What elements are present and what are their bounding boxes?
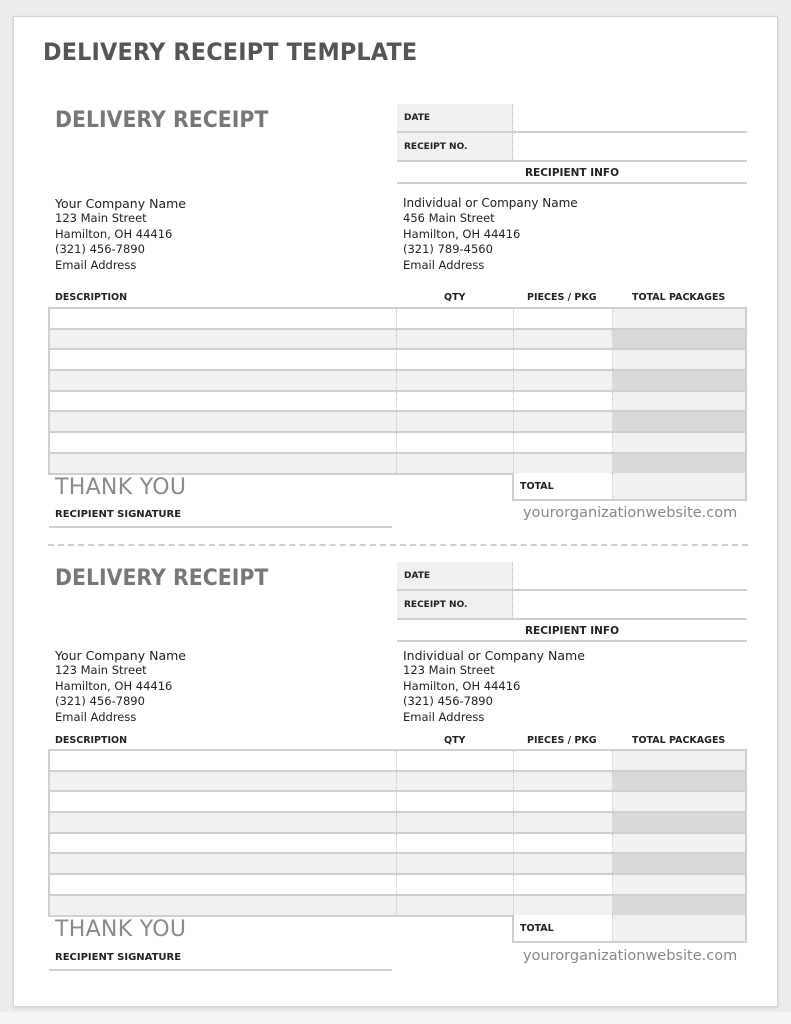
sender-address [55,648,186,725]
description-cell[interactable] [50,792,397,811]
description-cell[interactable] [50,896,397,915]
receipt-no-row [397,133,747,162]
column-header-description: DESCRIPTION [55,735,128,746]
receipt-no-row [397,591,747,620]
column-header-qty: QTY [444,292,466,303]
qty-cell[interactable] [397,454,514,473]
qty-cell[interactable] [397,854,514,873]
pieces-cell[interactable] [514,392,613,411]
qty-cell[interactable] [397,896,514,915]
pieces-cell[interactable] [514,896,613,915]
cut-line-divider [48,544,748,546]
pieces-cell[interactable] [514,309,613,328]
total-packages-cell[interactable] [613,330,745,349]
description-cell[interactable] [50,834,397,853]
signature-line[interactable] [49,969,392,971]
total-label: TOTAL [514,473,613,499]
qty-cell[interactable] [397,350,514,369]
sender-phone[interactable]: (321) 456-7890 [55,242,145,257]
total-packages-cell[interactable] [613,813,745,832]
pieces-cell[interactable] [514,412,613,431]
qty-cell[interactable] [397,371,514,390]
pieces-cell[interactable] [514,330,613,349]
recipient-signature-label: RECIPIENT SIGNATURE [55,509,182,520]
total-packages-cell[interactable] [613,371,745,390]
column-header-total-packages: TOTAL PACKAGES [632,292,726,303]
sender-address [55,196,186,273]
qty-cell[interactable] [397,751,514,770]
description-cell[interactable] [50,751,397,770]
sender-street[interactable]: 123 Main Street [55,211,147,226]
recipient-email[interactable]: Email Address [403,257,485,272]
recipient-city[interactable]: Hamilton, OH 44416 [403,226,521,241]
table-row [50,371,745,392]
recipient-info-header: RECIPIENT INFO [397,620,747,642]
table-row [50,330,745,351]
total-packages-cell[interactable] [613,854,745,873]
column-header-total-packages: TOTAL PACKAGES [632,735,726,746]
qty-cell[interactable] [397,309,514,328]
receipt-meta [397,562,747,642]
recipient-name[interactable]: Individual or Company Name [403,196,578,210]
receipt-no-label: RECEIPT NO. [397,133,513,160]
receipt-no-field[interactable] [513,591,747,618]
receipt-title: DELIVERY RECEIPT [55,108,269,133]
total-packages-cell[interactable] [613,309,745,328]
recipient-street[interactable]: 123 Main Street [403,663,495,678]
total-packages-cell[interactable] [613,875,745,894]
sender-email[interactable]: Email Address [55,709,137,724]
total-packages-cell[interactable] [613,392,745,411]
recipient-city[interactable]: Hamilton, OH 44416 [403,678,521,693]
pieces-cell[interactable] [514,751,613,770]
thank-you-text: THANK YOU [55,917,187,942]
qty-cell[interactable] [397,392,514,411]
table-row [50,309,745,330]
qty-cell[interactable] [397,433,514,452]
description-cell[interactable] [50,875,397,894]
qty-cell[interactable] [397,412,514,431]
recipient-address [403,648,585,725]
pieces-cell[interactable] [514,854,613,873]
table-row [50,454,745,475]
date-row [397,104,747,133]
pieces-cell[interactable] [514,792,613,811]
qty-cell[interactable] [397,330,514,349]
document-title: DELIVERY RECEIPT TEMPLATE [43,38,418,66]
date-field[interactable] [513,562,747,589]
sender-name[interactable]: Your Company Name [55,648,186,663]
table-row [50,433,745,454]
total-value-field[interactable] [613,473,745,499]
column-header-description: DESCRIPTION [55,292,128,303]
table-row [50,412,745,433]
total-packages-cell[interactable] [613,772,745,791]
table-row [50,792,745,813]
recipient-email[interactable]: Email Address [403,709,485,724]
website-text: yourorganizationwebsite.com [523,505,738,521]
qty-cell[interactable] [397,813,514,832]
sender-city[interactable]: Hamilton, OH 44416 [55,678,173,693]
column-header-qty: QTY [444,735,466,746]
table-row [50,875,745,896]
qty-cell[interactable] [397,792,514,811]
column-header-pieces: PIECES / PKG [527,292,597,303]
sender-phone[interactable]: (321) 456-7890 [55,694,145,709]
description-cell[interactable] [50,309,397,328]
table-row [50,834,745,855]
description-cell[interactable] [50,854,397,873]
sender-street[interactable]: 123 Main Street [55,663,147,678]
column-header-pieces: PIECES / PKG [527,735,597,746]
date-row [397,562,747,591]
date-label: DATE [397,562,513,589]
table-row [50,751,745,772]
description-cell[interactable] [50,371,397,390]
sender-city[interactable]: Hamilton, OH 44416 [55,226,173,241]
total-packages-cell[interactable] [613,454,745,473]
total-row [512,473,747,501]
pieces-cell[interactable] [514,813,613,832]
pieces-cell[interactable] [514,772,613,791]
table-row [50,392,745,413]
sender-email[interactable]: Email Address [55,257,137,272]
total-packages-cell[interactable] [613,792,745,811]
total-packages-cell[interactable] [613,896,745,915]
description-cell[interactable] [50,392,397,411]
qty-cell[interactable] [397,875,514,894]
total-row [512,915,747,943]
table-row [50,813,745,834]
date-label: DATE [397,104,513,131]
qty-cell[interactable] [397,834,514,853]
table-row [50,350,745,371]
recipient-name[interactable]: Individual or Company Name [403,648,585,663]
receipt-meta [397,104,747,184]
total-packages-cell[interactable] [613,834,745,853]
description-cell[interactable] [50,772,397,791]
table-row [50,896,745,917]
table-row [50,772,745,793]
pieces-cell[interactable] [514,834,613,853]
total-label: TOTAL [514,915,613,941]
recipient-signature-label: RECIPIENT SIGNATURE [55,952,182,963]
total-packages-cell[interactable] [613,433,745,452]
signature-line[interactable] [49,526,392,528]
description-cell[interactable] [50,350,397,369]
recipient-street[interactable]: 456 Main Street [403,211,495,226]
total-packages-cell[interactable] [613,350,745,369]
pieces-cell[interactable] [514,433,613,452]
receipt-no-label: RECEIPT NO. [397,591,513,618]
total-value-field[interactable] [613,915,745,941]
description-cell[interactable] [50,454,397,473]
pieces-cell[interactable] [514,350,613,369]
description-cell[interactable] [50,330,397,349]
pieces-cell[interactable] [514,454,613,473]
pieces-cell[interactable] [514,371,613,390]
viewer-bottom-bar [0,1012,791,1024]
recipient-phone[interactable]: (321) 789-4560 [403,242,493,257]
sender-name[interactable]: Your Company Name [55,196,186,211]
receipt-no-field[interactable] [513,133,747,160]
description-cell[interactable] [50,412,397,431]
description-cell[interactable] [50,813,397,832]
recipient-phone[interactable]: (321) 456-7890 [403,694,493,709]
description-cell[interactable] [50,433,397,452]
total-packages-cell[interactable] [613,412,745,431]
qty-cell[interactable] [397,772,514,791]
total-packages-cell[interactable] [613,751,745,770]
thank-you-text: THANK YOU [55,475,187,500]
items-table [48,307,747,475]
receipt-title: DELIVERY RECEIPT [55,566,269,591]
website-text: yourorganizationwebsite.com [523,948,738,964]
recipient-address [403,196,578,273]
pieces-cell[interactable] [514,875,613,894]
table-row [50,854,745,875]
items-table [48,749,747,917]
recipient-info-header: RECIPIENT INFO [397,162,747,184]
date-field[interactable] [513,104,747,131]
